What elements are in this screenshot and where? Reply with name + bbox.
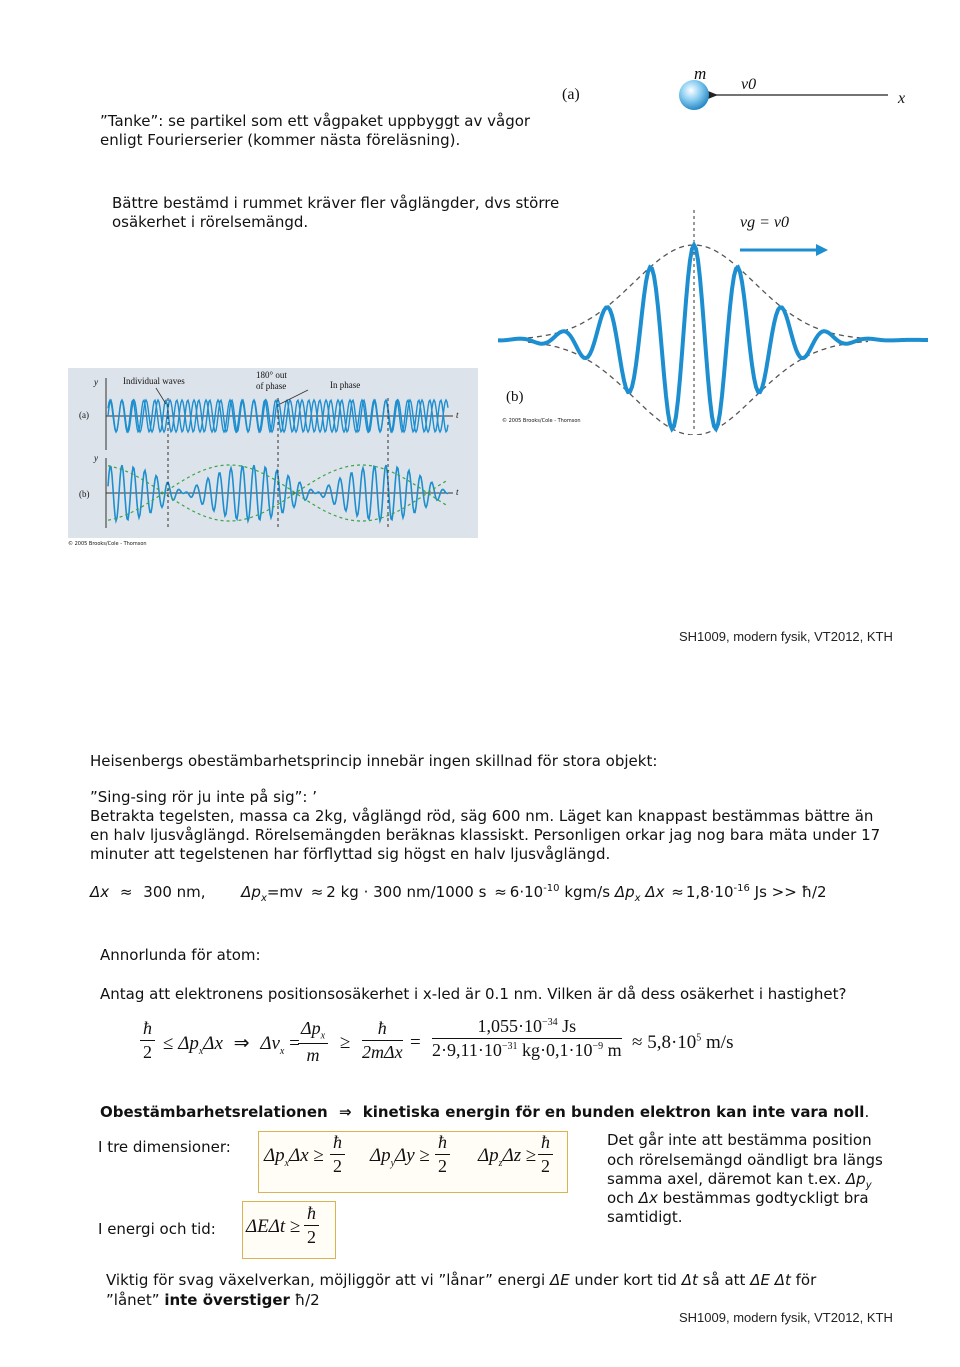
sing-line: ”Sing-sing rör ju inte på sig”: ’ <box>90 788 317 806</box>
side-note-4: och Δx bestämmas godtyckligt bra <box>607 1189 869 1207</box>
relation-line: Obestämbarhetsrelationen ⇒ kinetiska energin för en bunden elektron kan inte vara noll. <box>100 1103 870 1121</box>
frac-numeric: $\frac{1,055\cdot 10^{-34} Js}{2\cdot 9,11\cdot 10^{-31} kg\cdot 0,1\cdot 10^{-9} m}$ <box>432 1016 622 1060</box>
heading: Heisenbergs obestämbarhetsprincip innebär ingen skillnad för stora objekt: <box>90 752 658 770</box>
waves-individual-label: Individual waves <box>123 376 185 386</box>
better-line-1: Bättre bestämd i rummet kräver fler våglängder, dvs större <box>112 194 560 212</box>
frac-hbar-2mdx: ħ 2mΔx <box>362 1018 403 1062</box>
three-dim-label: I tre dimensioner: <box>98 1138 231 1156</box>
superposition-figure <box>68 368 478 538</box>
waves-out-of-phase-1: 180° out <box>256 370 287 380</box>
fig-m-label: m <box>694 64 707 83</box>
para-line-1: Betrakta tegelsten, massa ca 2kg, våglängd röd, säg 600 nm. Läget kan knappast bestämmas bättre än <box>90 807 874 825</box>
waves-y-b: y <box>94 453 98 463</box>
side-note-3: samma axel, däremot kan t.ex. $\Delta p_y$ <box>607 1170 872 1191</box>
idea-line-2: enligt Fourierserier (kommer nästa föreläsning). <box>100 131 461 149</box>
side-note-2: och rörelsemängd oändligt bra längs <box>607 1151 883 1169</box>
important-line-2: ”lånet” inte överstiger ħ/2 <box>106 1291 320 1309</box>
para-line-3: minuter att tegelstenen har förflyttad sig högst en halv ljusvåglängd. <box>90 845 611 863</box>
frac-hbar-2: $\frac{ħ}{2}$ <box>140 1018 155 1063</box>
copyright-right: © 2005 Brooks/Cole - Thomson <box>502 418 581 424</box>
energy-time-label: I energi och tid: <box>98 1220 216 1238</box>
waves-t-a: t <box>456 410 459 420</box>
dx-symbol: Δx <box>90 883 110 901</box>
slide-1 <box>0 0 960 670</box>
particle-ball <box>679 80 709 110</box>
slide-2: Heisenbergs obestämbarhetsprincip innebär ingen skillnad för stora objekt: ”Sing-sing rör ju inte på sig”: ’ Betrakta tegelsten, massa ca 2kg, våglängd röd, säg 600 nm. Läget kan knappast bestämmas bättre än en halv ljusvåglängd. Rörelsemängden beräknas klassiskt. Personligen orkar jag nog bara mäta under 17 minuter att tegelstenen har förflyttad sig högst en halv ljusvåglängd. Δx ≈ 300 nm, $\Delta p_x=mv \approx 2$ kg · 300 nm/1000 $s \approx 6\cdot 10^{-10}$ kgm/s $\Delta p_x$ $\Delta x \approx 1,8\cdot 10^{-16}$ Js >> ħ/2 Annorlunda för atom: Antag att elektronens positionsosäkerhet i x-led är 0.1 nm. Vilken är då dess osäkerhet i hastighet? $\frac{ħ}{2}$ ≤ $\Delta p_x\Delta x$ ⇒ $\Delta v_x$ = $\Delta p_x$ m ≥ ħ 2mΔx = $\frac{1,055\cdot 10^{-34} Js}{2\cdot 9,11\cdot 10^{-31} kg\cdot 0,1\cdot 10^{-9} m}$ ≈ $5,8\cdot 10^5$ m/s Obestämbarhetsrelationen ⇒ kinetiska energin för en bunden elektron kan inte vara noll. I tre dimensioner: I energi och tid: $\Delta p_x\Delta x$ ≥ $\frac{ħ}{2}$ $\Delta p_y\Delta y$ ≥ $\frac{ħ}{2}$ $\Delta p_z\Delta z$ ≥ $\frac{ħ}{2}$ ΔEΔt ≥ $\frac{ħ}{2}$ Det går inte att bestämma position och rörelsemängd oändligt bra längs samma axel, däremot kan t.ex. $\Delta p_y$ och Δx bestämmas godtyckligt bra samtidigt. Viktig för svag växelverkan, möjliggör att vi ”lånar” energi ΔE under kort tid Δt så att ΔE Δt för ”lånet” inte överstiger ħ/2 SH1009, modern fysik, VT2012, KTH <box>90 752 893 1325</box>
waves-copyright: © 2005 Brooks/Cole - Thomson <box>68 541 147 547</box>
side-note-5: samtidigt. <box>607 1208 683 1226</box>
frac-dp-m: $\Delta p_x$ m <box>298 1018 328 1066</box>
side-note-1: Det går inte att bestämma position <box>607 1131 872 1149</box>
fig-b-label: (b) <box>506 389 524 405</box>
electron-result: ≈ $5,8\cdot 10^5$ m/s <box>632 1032 734 1053</box>
waves-out-of-phase-2: of phase <box>256 381 287 391</box>
waves-b-label: (b) <box>79 489 90 499</box>
better-line-2: osäkerhet i rörelsemängd. <box>112 213 309 231</box>
footer-1: SH1009, modern fysik, VT2012, KTH <box>679 629 893 644</box>
fig-v0-label: v0 <box>741 76 757 93</box>
atom-question: Antag att elektronens positionsosäkerhet i x-led är 0.1 nm. Vilken är då dess osäkerhet i hastighet? <box>100 985 847 1003</box>
wave-packet-curve <box>498 245 928 429</box>
waves-y-a: y <box>94 377 98 387</box>
atom-heading: Annorlunda för atom: <box>100 946 261 964</box>
velocity-arrow-head <box>708 91 718 99</box>
fig-x-label: x <box>898 90 906 107</box>
important-line-1: Viktig för svag växelverkan, möjliggör att vi ”lånar” energi ΔE under kort tid Δt så att ΔE Δt för <box>106 1271 817 1289</box>
fig-a-label: (a) <box>562 86 580 103</box>
waves-a-label: (a) <box>79 410 89 420</box>
brick-equation: Δx ≈ 300 nm, $\Delta p_x=mv \approx 2$ kg · 300 nm/1000 $s \approx 6\cdot 10^{-10}$ kgm/s $\Delta p_x$ $\Delta x \approx 1,8\cdot 10^{-16}$ Js >> ħ/2 <box>90 883 827 904</box>
waves-t-b: t <box>456 487 459 497</box>
wave-packet-figure <box>498 55 928 435</box>
idea-line-1: ”Tanke”: se partikel som ett vågpaket uppbyggt av vågor <box>100 112 531 130</box>
footer-2: SH1009, modern fysik, VT2012, KTH <box>679 1310 893 1325</box>
fig-vg-label: vg = v0 <box>740 214 789 231</box>
waves-in-phase: In phase <box>330 380 361 390</box>
para-line-2: en halv ljusvåglängd. Rörelsemängden beräknas klassiskt. Personligen orkar jag nog bara mäta under 17 <box>90 826 881 844</box>
